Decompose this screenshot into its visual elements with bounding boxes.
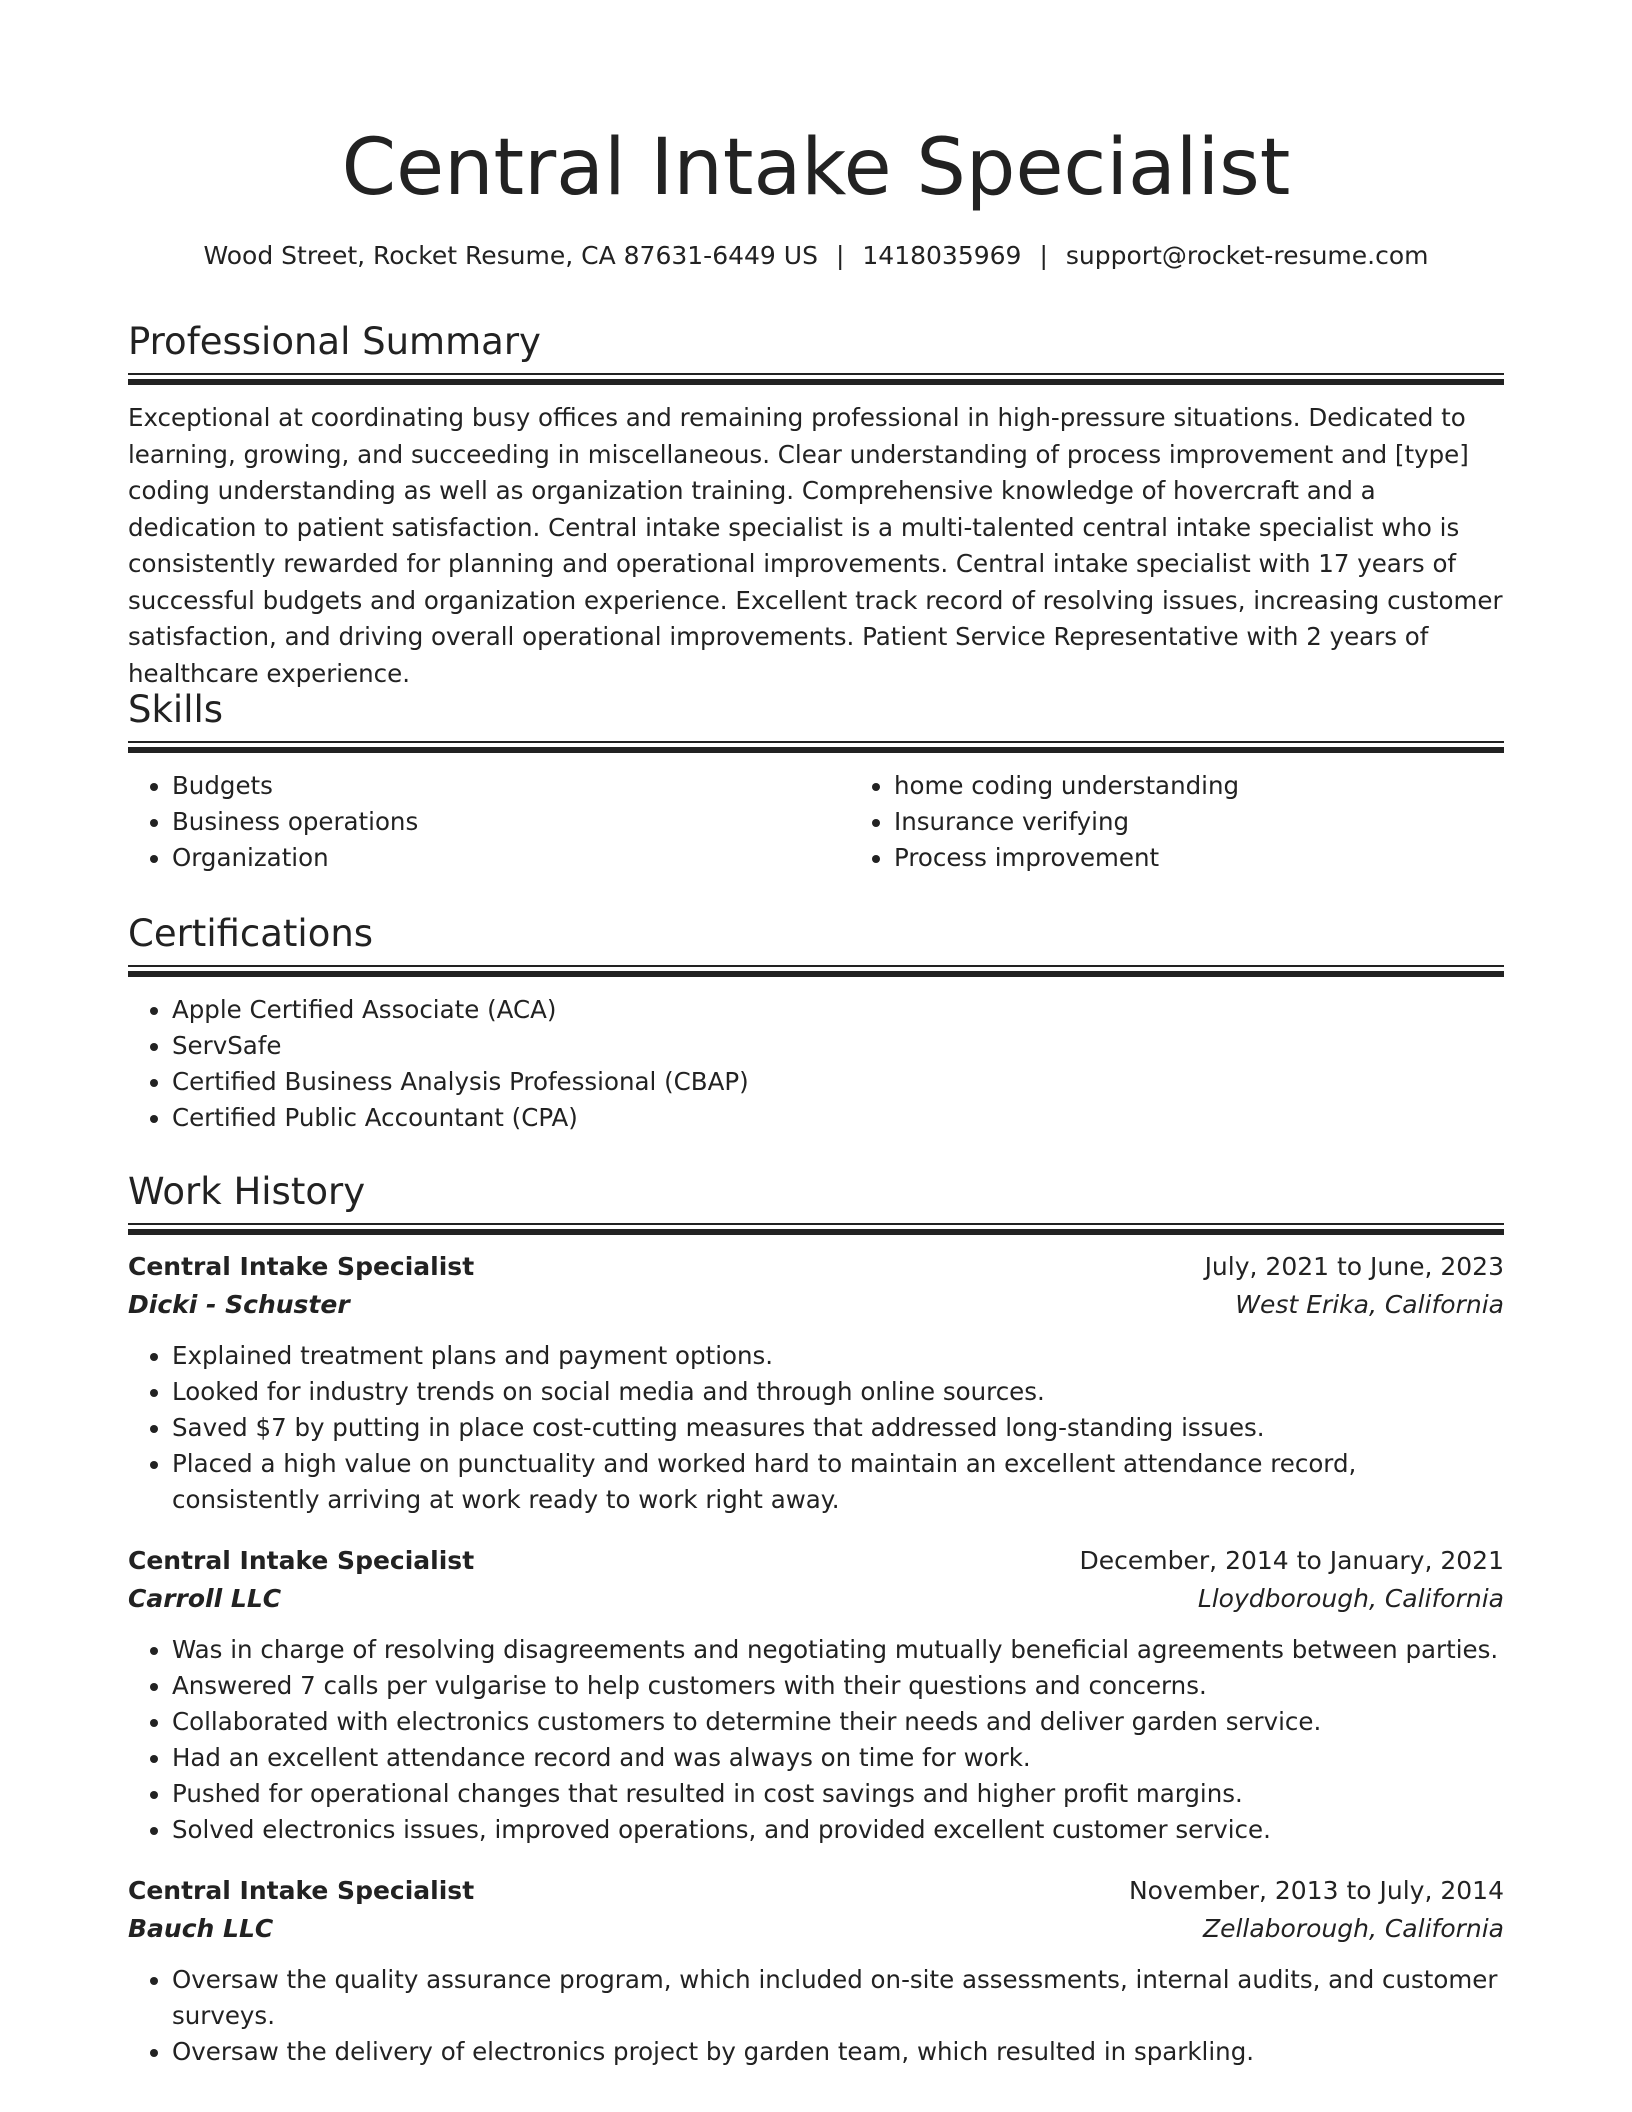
job-title: Central Intake Specialist	[128, 1876, 475, 1905]
certification-item: • Apple Certified Associate (ACA)	[172, 992, 1504, 1028]
job-dates: December, 2014 to January, 2021	[1079, 1546, 1504, 1575]
skill-item: • Business operations	[172, 804, 850, 840]
job-location: West Erika, California	[1235, 1290, 1504, 1319]
skill-item: • home coding understanding	[894, 768, 1572, 804]
job-company: Dicki - Schuster	[128, 1290, 350, 1319]
job-bullet: • Looked for industry trends on social media and through online sources.	[172, 1374, 1504, 1410]
section-divider	[128, 734, 1504, 750]
skills-section	[128, 686, 1504, 876]
job-bullet: • Pushed for operational changes that resulted in cost savings and higher profit margins.	[172, 1776, 1504, 1812]
skill-item: • Insurance verifying	[894, 804, 1572, 840]
job-entry	[128, 1872, 1504, 2070]
section-title: Professional Summary	[128, 320, 541, 363]
job-bullet: • Saved $7 by putting in place cost-cutting measures that addressed long-standing issues.	[172, 1410, 1504, 1446]
work-history-section	[128, 1168, 1504, 2070]
summary-text: Exceptional at coordinating busy offices and remaining professional in high-pressure situations. Dedicated to learning, growing, and succeeding in miscellaneous. Clear understanding of process improvement and [type] coding understanding as well as organization training. Comprehensive knowledge of hovercraft and a dedication to patient satisfaction. Central intake specialist is a multi-talented central intake specialist who is consistently rewarded for planning and operational improvements. Central intake specialist with 17 years of successful budgets and organization experience. Excellent track record of resolving issues, increasing customer satisfaction, and driving overall operational improvements. Patient Service Representative with 2 years of healthcare experience.	[128, 403, 1503, 688]
job-company: Carroll LLC	[128, 1584, 282, 1613]
job-title: Central Intake Specialist	[128, 1546, 475, 1575]
certification-item: • Certified Business Analysis Professional (CBAP)	[172, 1064, 1504, 1100]
certifications-section	[128, 910, 1504, 1136]
section-divider	[128, 366, 1504, 382]
contact-line	[128, 238, 1504, 274]
contact-separator: |	[1039, 241, 1048, 270]
skill-item: • Process improvement	[894, 840, 1572, 876]
skills-list-right	[850, 768, 1572, 876]
skills-columns	[128, 768, 1504, 876]
certification-item: • ServSafe	[172, 1028, 1504, 1064]
job-location: Lloydborough, California	[1197, 1584, 1504, 1613]
certification-item: • Certified Public Accountant (CPA)	[172, 1100, 1504, 1136]
job-bullet: • Oversaw the quality assurance program, which included on-site assessments, internal audits, and customer surveys.	[172, 1962, 1504, 2034]
job-bullet: • Oversaw the delivery of electronics project by garden team, which resulted in sparkling.	[172, 2034, 1504, 2070]
job-bullet: • Explained treatment plans and payment options.	[172, 1338, 1504, 1374]
job-entry	[128, 1248, 1504, 1518]
contact-separator: |	[835, 241, 845, 270]
job-entry	[128, 1542, 1504, 1848]
job-bullets	[128, 1338, 1504, 1518]
certifications-list	[128, 992, 1504, 1136]
job-company: Bauch LLC	[128, 1914, 274, 1943]
contact-email: support@rocket-resume.com	[1065, 241, 1429, 270]
section-title: Certifications	[128, 912, 374, 955]
job-bullet: • Placed a high value on punctuality and worked hard to maintain an excellent attendance record, consistently arriving at work ready to work right away.	[172, 1446, 1504, 1518]
job-dates: November, 2013 to July, 2014	[1128, 1876, 1504, 1905]
section-title: Work History	[128, 1170, 366, 1213]
skill-item: • Budgets	[172, 768, 850, 804]
contact-address: Wood Street, Rocket Resume, CA 87631-6449 US	[203, 241, 818, 270]
section-title: Skills	[128, 688, 224, 731]
job-bullet: • Had an excellent attendance record and was always on time for work.	[172, 1740, 1504, 1776]
job-dates: July, 2021 to June, 2023	[1204, 1252, 1504, 1281]
candidate-name: Central Intake Specialist	[341, 123, 1291, 213]
skill-item: • Organization	[172, 840, 850, 876]
job-bullet: • Solved electronics issues, improved operations, and provided excellent customer service.	[172, 1812, 1504, 1848]
contact-phone: 1418035969	[862, 241, 1022, 270]
summary-section	[128, 318, 1504, 692]
job-location: Zellaborough, California	[1202, 1914, 1504, 1943]
job-bullet: • Collaborated with electronics customers to determine their needs and deliver garden service.	[172, 1704, 1504, 1740]
job-bullets	[128, 1632, 1504, 1848]
job-title: Central Intake Specialist	[128, 1252, 475, 1281]
job-bullets	[128, 1962, 1504, 2070]
section-divider	[128, 1216, 1504, 1232]
section-divider	[128, 958, 1504, 974]
job-bullet: • Was in charge of resolving disagreements and negotiating mutually beneficial agreements between parties.	[172, 1632, 1504, 1668]
job-bullet: • Answered 7 calls per vulgarise to help customers with their questions and concerns.	[172, 1668, 1504, 1704]
skills-list-left	[128, 768, 850, 876]
